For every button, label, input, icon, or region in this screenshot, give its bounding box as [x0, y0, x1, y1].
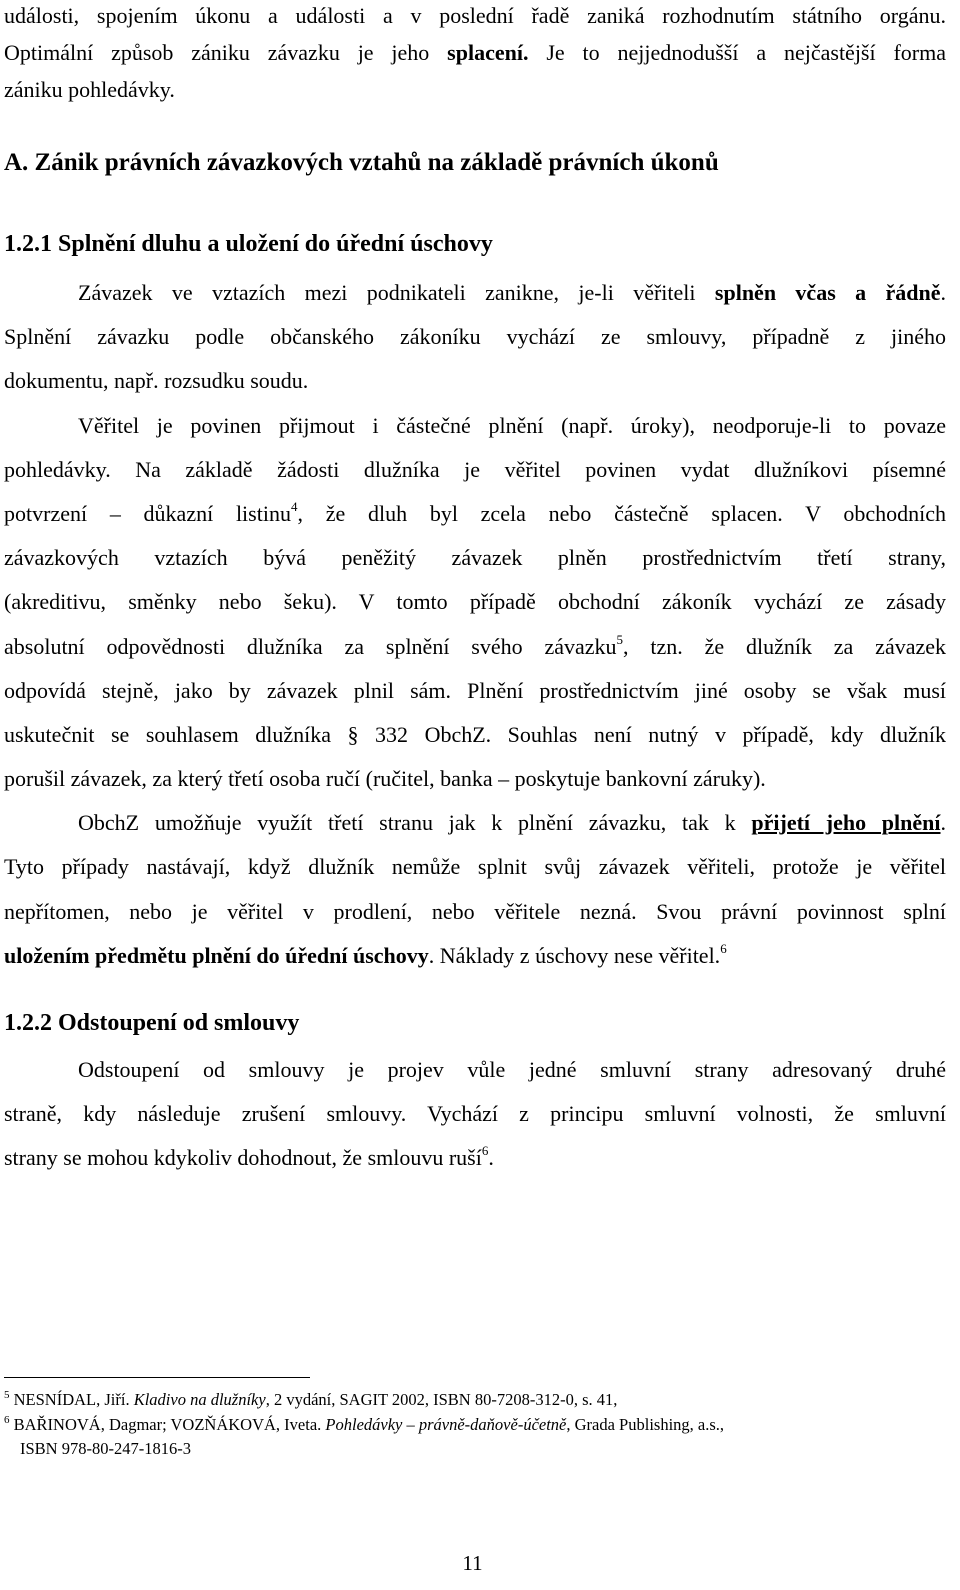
footnote: $^5$ NESNÍDAL, Jiří. Kladivo na dlužníky, 2 vydání, SAGIT 2002, ISBN 80-7208-312-0, s. 41,: [4, 1388, 618, 1409]
body-text-line: závazkových vztazích bývá peněžitý závazek plněn prostřednictvím třetí strany,: [4, 545, 946, 570]
subsection-heading: 1.2.2 Odstoupení od smlouvy: [4, 1010, 300, 1036]
footnote-ref: 5: [616, 631, 624, 647]
body-text-line: uložením předmětu plnění do úřední úschovy. Náklady z úschovy nese věřitel.$^6$: [4, 940, 727, 968]
body-text-line: Závazek ve vztazích mezi podnikateli zanikne, je-li věřiteli splněn včas a řádně.: [78, 280, 946, 305]
body-text-line: uskutečnit se souhlasem dlužníka § 332 ObchZ. Souhlas není nutný v případě, kdy dlužník: [4, 722, 946, 747]
body-text-line: události, spojením úkonu a události a v poslední řadě zaniká rozhodnutím státního orgánu.: [4, 3, 946, 28]
body-text-line: ObchZ umožňuje využít třetí stranu jak k plnění závazku, tak k přijetí jeho plnění.: [78, 810, 946, 835]
footnote-number: 6: [4, 1413, 10, 1426]
footnote-ref: 6: [481, 1142, 489, 1158]
footnote-ref: 4: [290, 498, 298, 514]
body-text-line: dokumentu, např. rozsudku soudu.: [4, 368, 309, 393]
bold-term: uložením předmětu plnění do úřední úschovy: [4, 943, 429, 968]
footnote-continuation: ISBN 978-80-247-1816-3: [20, 1439, 191, 1458]
bold-term: splacení.: [447, 40, 529, 65]
footnote-number: 5: [4, 1388, 10, 1401]
body-text-line: (akreditivu, směnky nebo šeku). V tomto případě obchodní zákoník vychází ze zásady: [4, 589, 946, 614]
footnote-separator: [4, 1377, 310, 1378]
body-text-line: Optimální způsob zániku závazku je jeho splacení. Je to nejjednodušší a nejčastější forma: [4, 40, 946, 65]
body-text-line: Věřitel je povinen přijmout i částečné plnění (např. úroky), neodporuje-li to povaze: [78, 413, 946, 438]
subsection-heading: 1.2.1 Splnění dluhu a uložení do úřední úschovy: [4, 231, 493, 257]
footnote-ref: 6: [720, 940, 727, 956]
body-text-line: straně, kdy následuje zrušení smlouvy. Vychází z principu smluvní volnosti, že smluvní: [4, 1101, 946, 1126]
page-number: 11: [462, 1551, 483, 1575]
body-text-line: porušil závazek, za který třetí osoba ručí (ručitel, banka – poskytuje bankovní záruky).: [4, 766, 766, 791]
body-text-line: zániku pohledávky.: [4, 77, 175, 102]
footnote: $^6$ BAŘINOVÁ, Dagmar; VOZŇÁKOVÁ, Iveta. Pohledávky – právně-daňově-účetně, Grada Publishing, a.s.,: [4, 1413, 725, 1434]
body-text-line: potvrzení – důkazní listinu$^4$, že dluh byl zcela nebo částečně splacen. V obchodních: [4, 498, 946, 526]
bold-term: splněn včas a řádně: [714, 280, 941, 305]
bold-underlined-term: přijetí jeho plnění: [751, 810, 941, 835]
body-text-line: Splnění závazku podle občanského zákoníku vychází ze smlouvy, případně z jiného: [4, 324, 946, 349]
body-text-line: Odstoupení od smlouvy je projev vůle jedné smluvní strany adresovaný druhé: [78, 1057, 946, 1082]
body-text-line: pohledávky. Na základě žádosti dlužníka je věřitel povinen vydat dlužníkovi písemné: [4, 457, 946, 482]
body-text-line: strany se mohou kdykoliv dohodnout, že smlouvu ruší$^6$.: [4, 1142, 494, 1170]
body-text-line: nepřítomen, nebo je věřitel v prodlení, nebo věřitele nezná. Svou právní povinnost splní: [4, 899, 946, 924]
body-text-line: absolutní odpovědnosti dlužníka za splnění svého závazku$^5$, tzn. že dlužník za závazek: [4, 631, 946, 659]
body-text-line: Tyto případy nastávají, když dlužník nemůže splnit svůj závazek věřiteli, protože je věřitel: [4, 854, 946, 879]
body-text-line: odpovídá stejně, jako by závazek plnil sám. Plnění prostřednictvím jiné osoby se však musí: [4, 678, 946, 703]
section-heading: A. Zánik právních závazkových vztahů na základě právních úkonů: [4, 149, 719, 176]
